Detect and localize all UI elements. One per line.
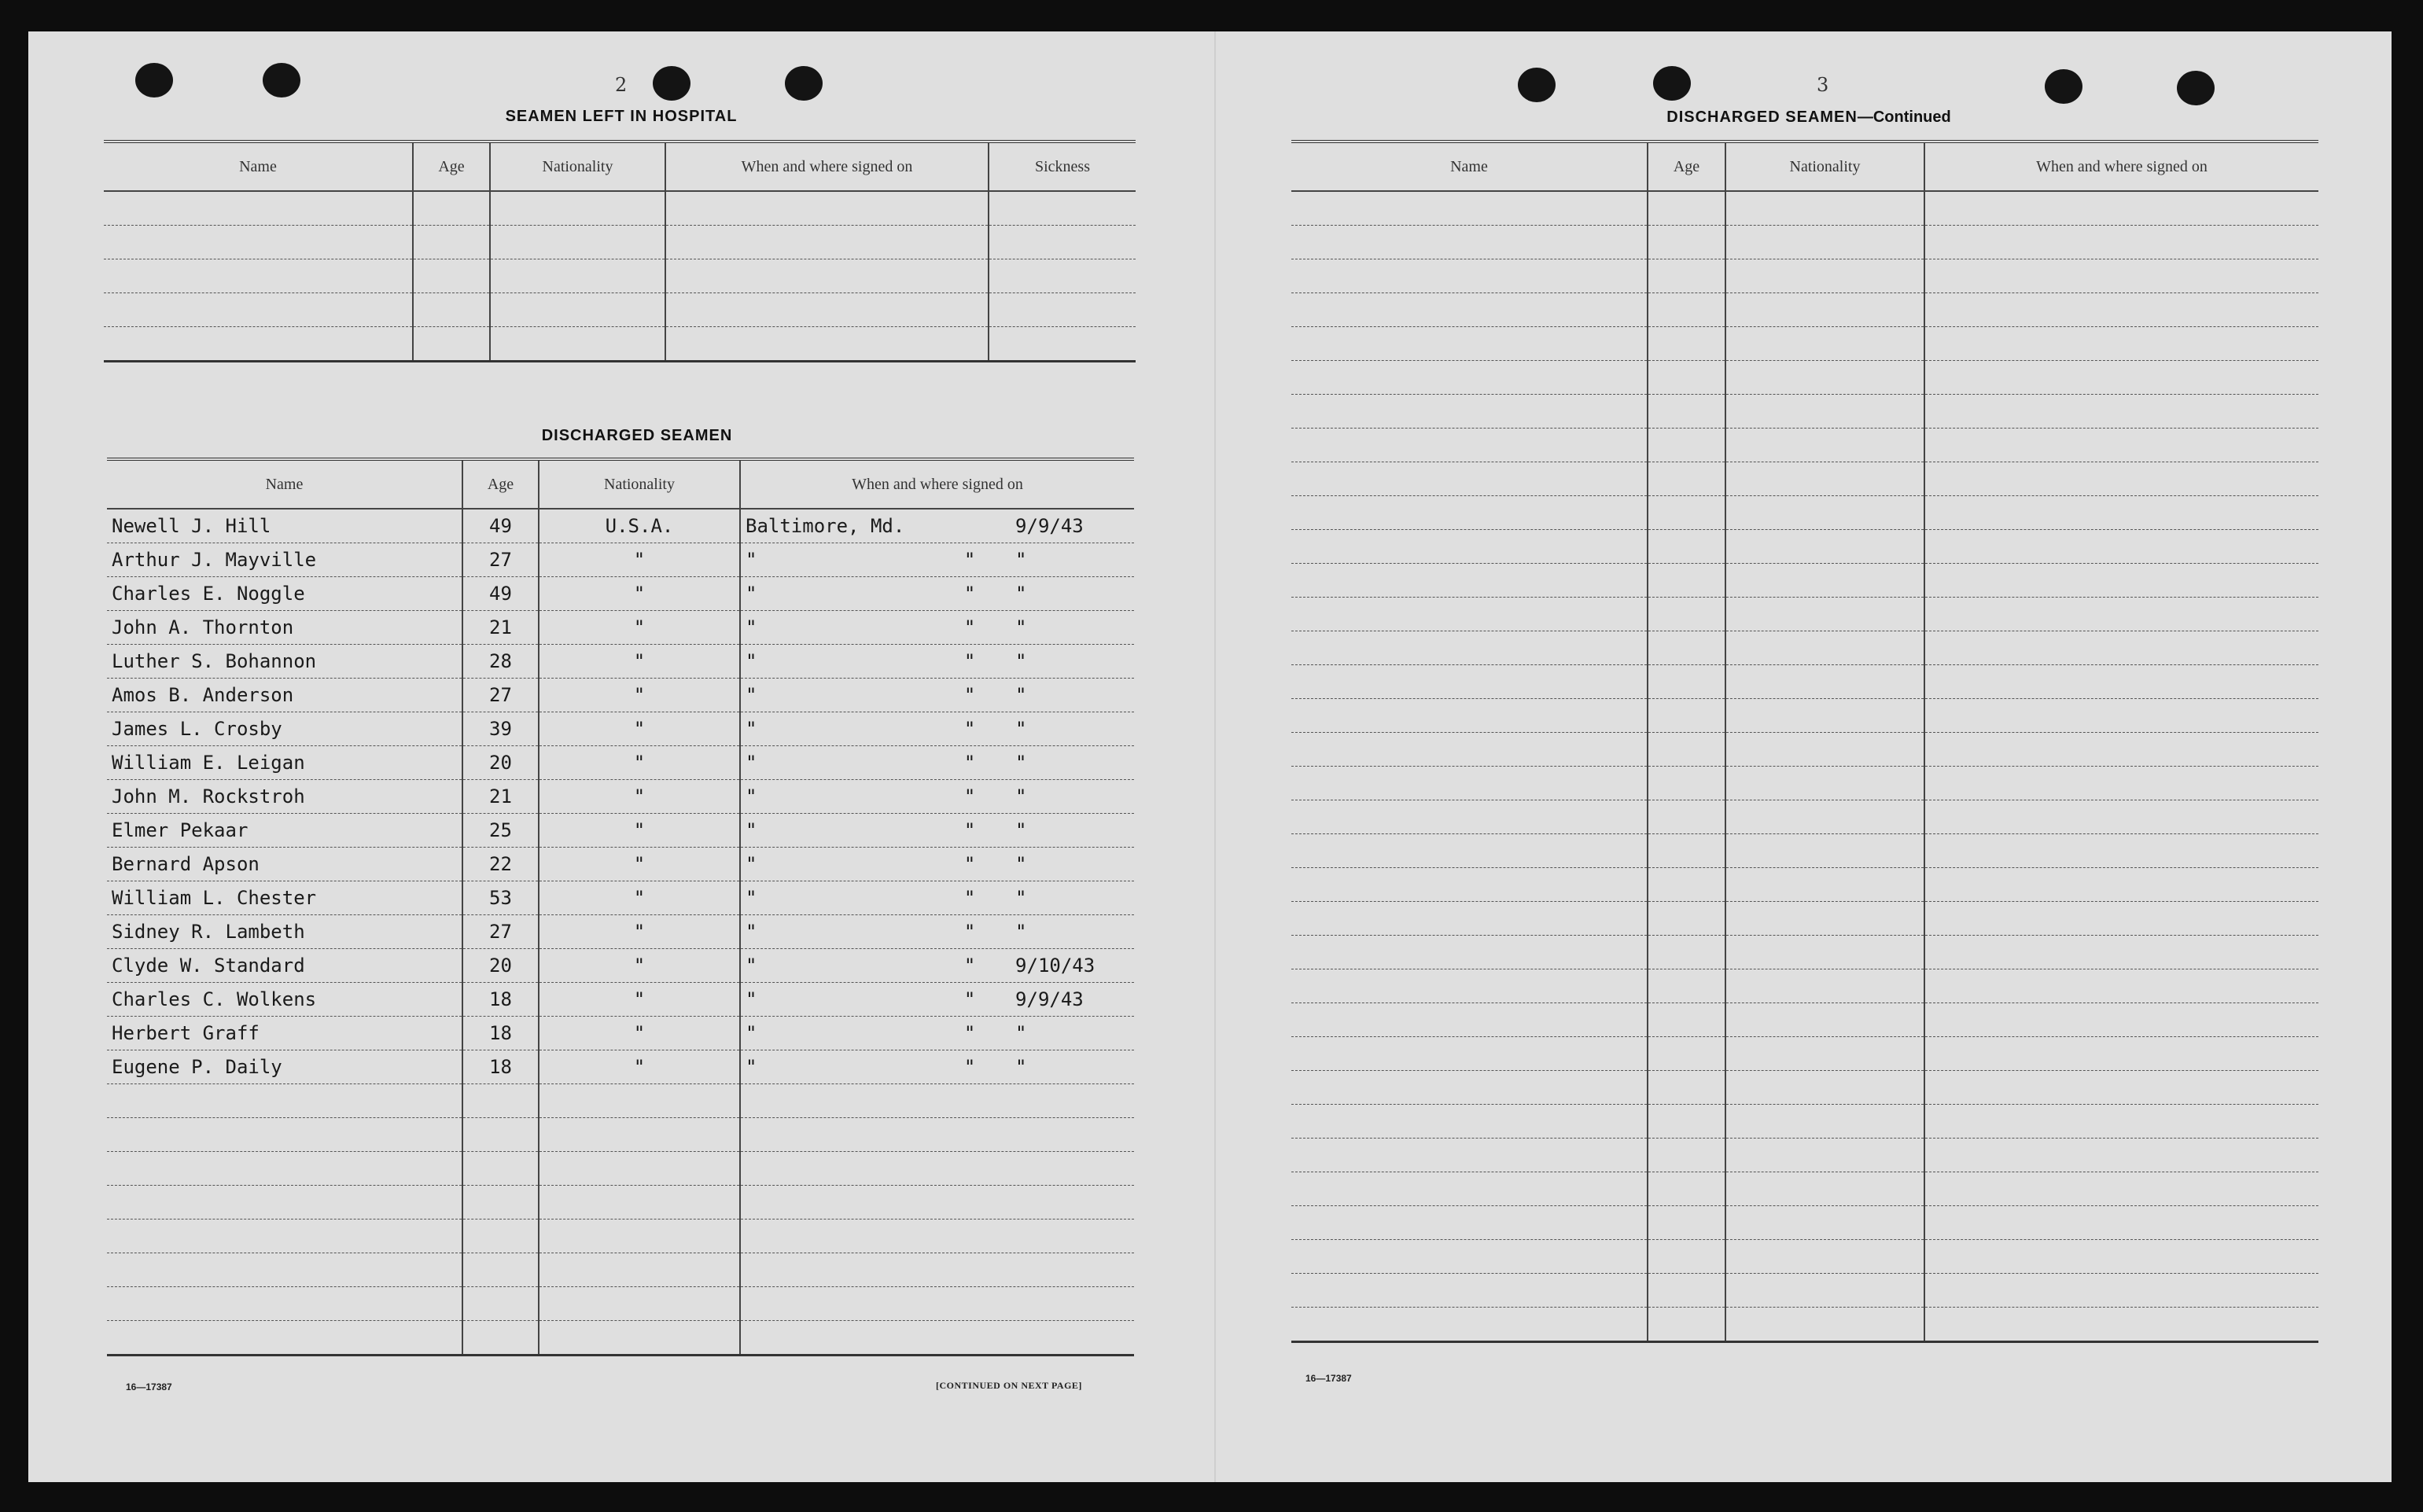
signed-on-ditto: " [963,583,976,605]
seaman-nationality: " [539,543,740,577]
seaman-nationality: " [539,611,740,645]
table-row [107,1220,1134,1253]
signed-on-date: " [1015,853,1027,875]
signed-on-cell [740,814,1134,848]
punch-hole [1653,66,1691,101]
signed-on-ditto: " [963,1056,976,1078]
signed-on-cell [740,780,1134,814]
seaman-name: William E. Leigan [107,746,462,780]
signed-on-date: " [1015,583,1027,605]
seaman-name: Elmer Pekaar [107,814,462,848]
table-row [107,814,1134,848]
signed-on-cell [740,881,1134,915]
table-row [1291,191,2318,226]
seaman-age: 49 [462,509,539,543]
signed-on-cell [740,983,1134,1017]
seaman-name: Charles C. Wolkens [107,983,462,1017]
signed-on-ditto: " [963,819,976,841]
seaman-age: 27 [462,915,539,949]
signed-on-ditto: " [963,650,976,672]
left-page-number: 2 [615,74,628,96]
signed-on-ditto: " [963,921,976,943]
seaman-name: James L. Crosby [107,712,462,746]
seaman-nationality: U.S.A. [539,509,740,543]
table-row [1291,1206,2318,1240]
signed-on-cell [740,1050,1134,1084]
table-row [107,1118,1134,1152]
table-row [107,915,1134,949]
signed-on-cell [740,645,1134,679]
seaman-nationality: " [539,746,740,780]
table-row [1291,1308,2318,1342]
column-header-nationality: Nationality [490,142,665,191]
signed-on-date: " [1015,785,1027,808]
signed-on-ditto: " [963,955,976,977]
table-row [1291,834,2318,868]
table-row [1291,496,2318,530]
table-row [107,712,1134,746]
signed-on-place: Baltimore, Md. [746,515,905,537]
seaman-nationality: " [539,814,740,848]
discharged-section-title: DISCHARGED SEAMEN [541,427,733,444]
table-row [107,577,1134,611]
seaman-age: 28 [462,645,539,679]
signed-on-cell [740,746,1134,780]
signed-on-place: " [746,785,757,808]
seaman-nationality: " [539,780,740,814]
signed-on-cell [740,679,1134,712]
seaman-nationality: " [539,848,740,881]
seaman-nationality: " [539,1017,740,1050]
signed-on-ditto: " [963,684,976,706]
seaman-name: Sidney R. Lambeth [107,915,462,949]
table-row [1291,598,2318,631]
continued-note: [CONTINUED ON NEXT PAGE] [936,1380,1082,1391]
seaman-age: 21 [462,611,539,645]
signed-on-cell [740,848,1134,881]
punch-hole [135,63,173,97]
signed-on-ditto: " [963,549,976,571]
seaman-nationality: " [539,577,740,611]
table-row [1291,1172,2318,1206]
table-row [1291,259,2318,293]
table-row [1291,631,2318,665]
seaman-age: 49 [462,577,539,611]
signed-on-ditto: " [963,718,976,740]
table-row [1291,733,2318,767]
table-row [1291,1037,2318,1071]
table-row [107,780,1134,814]
seaman-age: 25 [462,814,539,848]
signed-on-ditto: " [963,853,976,875]
table-row [1291,395,2318,429]
seaman-age: 18 [462,1017,539,1050]
column-header-name: Name [107,459,462,509]
signed-on-cell [740,915,1134,949]
table-row [107,543,1134,577]
signed-on-place: " [746,752,757,774]
table-row [1291,530,2318,564]
signed-on-date: 9/9/43 [1015,988,1084,1010]
signed-on-date: 9/10/43 [1015,955,1096,977]
signed-on-place: " [746,853,757,875]
table-row [1291,767,2318,800]
table-row [1291,800,2318,834]
signed-on-place: " [746,549,757,571]
seaman-name: Luther S. Bohannon [107,645,462,679]
signed-on-date: " [1015,752,1027,774]
signed-on-place: " [746,921,757,943]
signed-on-date: " [1015,921,1027,943]
seaman-age: 18 [462,983,539,1017]
signed-on-place: " [746,1056,757,1078]
signed-on-place: " [746,955,757,977]
seaman-nationality: " [539,679,740,712]
table-row [1291,1105,2318,1139]
table-row [104,226,1136,259]
table-row [107,1253,1134,1287]
seaman-name: Clyde W. Standard [107,949,462,983]
seaman-nationality: " [539,645,740,679]
table-row [107,1084,1134,1118]
signed-on-date: " [1015,1022,1027,1044]
table-row [107,509,1134,543]
table-row [1291,969,2318,1003]
signed-on-ditto: " [963,752,976,774]
table-row [1291,1240,2318,1274]
table-row [107,611,1134,645]
signed-on-cell [740,611,1134,645]
table-row [107,848,1134,881]
seaman-age: 20 [462,746,539,780]
seaman-name: Amos B. Anderson [107,679,462,712]
signed-on-place: " [746,1022,757,1044]
table-row [104,259,1136,293]
table-row [1291,327,2318,361]
table-row [1291,665,2318,699]
seaman-name: Newell J. Hill [107,509,462,543]
table-row [1291,1003,2318,1037]
table-row [1291,1274,2318,1308]
seaman-name: Bernard Apson [107,848,462,881]
right-title-main: DISCHARGED SEAMEN [1666,109,1858,126]
signed-on-date: " [1015,650,1027,672]
signed-on-ditto: " [963,887,976,909]
table-row [1291,361,2318,395]
column-header-age: Age [462,459,539,509]
table-row [1291,1139,2318,1172]
discharged-seamen-table [107,458,1134,1356]
seaman-nationality: " [539,949,740,983]
table-row [104,327,1136,362]
signed-on-place: " [746,583,757,605]
punch-hole [263,63,300,97]
signed-on-ditto: " [963,988,976,1010]
seaman-name: Herbert Graff [107,1017,462,1050]
seaman-nationality: " [539,1050,740,1084]
table-row [107,881,1134,915]
column-header-name: Name [104,142,413,191]
signed-on-cell [740,577,1134,611]
right-title-suffix: —Continued [1857,109,1951,126]
seaman-nationality: " [539,712,740,746]
table-row [107,1321,1134,1356]
table-row [107,949,1134,983]
column-header-signed-on: When and where signed on [665,142,989,191]
punch-hole [2177,71,2215,105]
signed-on-ditto: " [963,785,976,808]
form-number: 16—17387 [1305,1373,1352,1384]
signed-on-ditto: " [963,1022,976,1044]
table-row [107,746,1134,780]
signed-on-date: " [1015,718,1027,740]
column-header-nationality: Nationality [1725,142,1924,191]
seaman-name: Charles E. Noggle [107,577,462,611]
signed-on-cell [740,949,1134,983]
signed-on-place: " [746,684,757,706]
seaman-name: Eugene P. Daily [107,1050,462,1084]
seaman-nationality: " [539,915,740,949]
seaman-nationality: " [539,881,740,915]
column-header-sickness: Sickness [989,142,1136,191]
table-row [1291,462,2318,496]
punch-hole [1518,68,1556,102]
seaman-age: 27 [462,679,539,712]
form-number: 16—17387 [126,1381,172,1392]
punch-hole [2045,69,2082,104]
discharged-continued-table [1291,140,2318,1343]
signed-on-date: " [1015,549,1027,571]
punch-hole [785,66,823,101]
signed-on-date: " [1015,684,1027,706]
signed-on-place: " [746,616,757,638]
hospital-section-title: SEAMEN LEFT IN HOSPITAL [505,108,738,125]
column-header-signed-on: When and where signed on [740,459,1134,509]
table-row [1291,1071,2318,1105]
signed-on-place: " [746,887,757,909]
table-row [107,679,1134,712]
seaman-age: 39 [462,712,539,746]
column-header-age: Age [1648,142,1725,191]
seaman-age: 53 [462,881,539,915]
hospital-table [104,140,1136,362]
table-row [104,191,1136,226]
column-header-age: Age [413,142,490,191]
signed-on-place: " [746,718,757,740]
seaman-age: 18 [462,1050,539,1084]
seaman-nationality: " [539,983,740,1017]
signed-on-date: " [1015,819,1027,841]
table-row [107,983,1134,1017]
column-header-name: Name [1291,142,1648,191]
seaman-name: John A. Thornton [107,611,462,645]
signed-on-date: " [1015,887,1027,909]
right-page-title [1589,109,2029,127]
table-row [1291,226,2318,259]
table-row [107,1152,1134,1186]
right-page-number: 3 [1817,74,1829,96]
table-row [1291,293,2318,327]
table-row [1291,429,2318,462]
signed-on-place: " [746,650,757,672]
signed-on-cell [740,1017,1134,1050]
table-row [1291,868,2318,902]
signed-on-ditto: " [963,616,976,638]
seaman-age: 22 [462,848,539,881]
seaman-name: Arthur J. Mayville [107,543,462,577]
table-row [104,293,1136,327]
seaman-age: 20 [462,949,539,983]
signed-on-place: " [746,988,757,1010]
seaman-name: William L. Chester [107,881,462,915]
table-row [107,1287,1134,1321]
table-row [107,1186,1134,1220]
table-row [1291,564,2318,598]
page-gutter [1214,31,1216,1482]
signed-on-cell [740,712,1134,746]
table-row [1291,699,2318,733]
table-row [107,1050,1134,1084]
signed-on-date: " [1015,1056,1027,1078]
table-row [1291,902,2318,936]
punch-hole [653,66,690,101]
signed-on-cell [740,543,1134,577]
seaman-name: John M. Rockstroh [107,780,462,814]
table-row [107,645,1134,679]
column-header-nationality: Nationality [539,459,740,509]
seaman-age: 21 [462,780,539,814]
seaman-age: 27 [462,543,539,577]
signed-on-date: 9/9/43 [1015,515,1084,537]
signed-on-place: " [746,819,757,841]
signed-on-cell [740,509,1134,543]
column-header-signed-on: When and where signed on [1924,142,2318,191]
table-row [1291,936,2318,969]
signed-on-date: " [1015,616,1027,638]
table-row [107,1017,1134,1050]
